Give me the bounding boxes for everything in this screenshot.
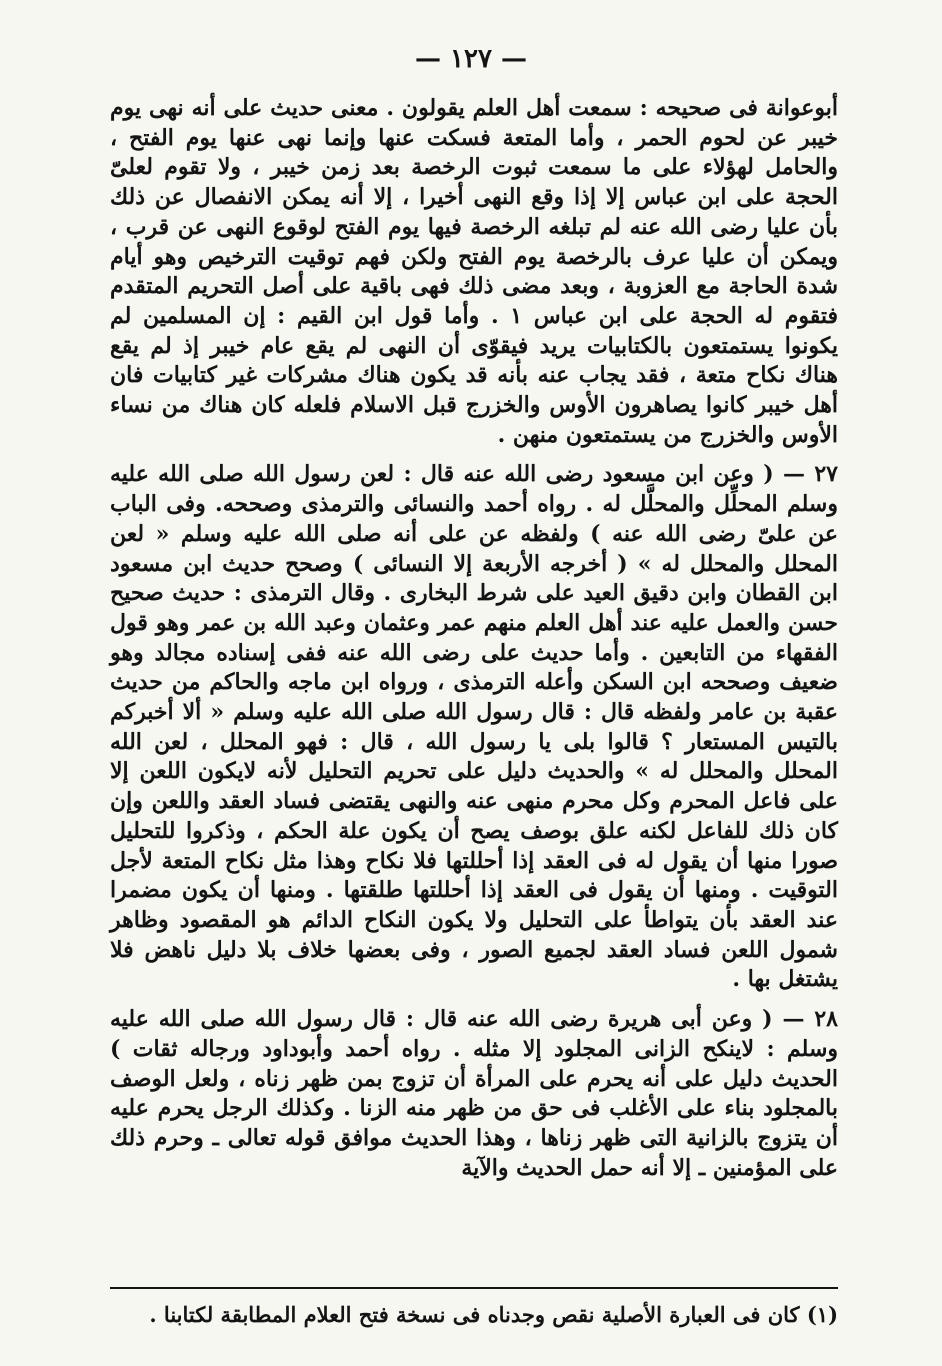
paragraph-1: أبوعوانة فى صحيحه : سمعت أهل العلم يقولون . معنى حديث على أنه نهى يوم خيبر عن لحوم الحمر ، وأما المتعة فسكت عنها وإنما نهى عنها يوم الفتح ، والحامل لهؤلاء على ما سمعت ثبوت الرخصة بعد زمن خيبر ، ولا تقوم لعلىّ الحجة على ابن عباس إلا إذا وقع النهى أخيرا ، إلا أنه يمكن الانفصال عن ذلك بأن عليا رضى الله عنه لم تبلغه الرخصة فيها يوم الفتح لوقوع النهى عن قرب ، ويمكن أن عليا عرف بالرخصة يوم الفتح ولكن فهم توقيت الترخيص وهو أيام شدة الحاجة مع العزوبة ، وبعد مضى ذلك فهى باقية على أصل التحريم المتقدم فتقوم له الحجة على ابن عباس ١ . وأما قول ابن القيم : إن المسلمين لم يكونوا يستمتعون بالكتابيات يريد فيقوّى أن النهى لم يقع عام خيبر إذ لم يقع هناك نكاح متعة ، فقد يجاب عنه بأنه قد يكون هناك مشركات غير كتابيات فان أهل خيبر كانوا يصاهرون الأوس والخزرج قبل الاسلام فلعله كان هناك من نساء الأوس والخزرج من يستمتعون منهن . — [110, 95, 838, 448]
footnote-divider — [110, 1287, 838, 1289]
paragraph-hadith-27: ٢٧ — ( وعن ابن مسعود رضى الله عنه قال : لعن رسول الله صلى الله عليه وسلم المحلِّل والمحلَّل له . رواه أحمد والنسائى والترمذى وصححه. وفى الباب عن علىّ رضى الله عنه ) ولفظه عن على أنه صلى الله عليه وسلم « لعن المحلل والمحلل له » ( أخرجه الأربعة إلا النسائى ) وصحح حديث ابن مسعود ابن القطان وابن دقيق العيد على شرط البخارى . وقال الترمذى : حديث صحيح حسن والعمل عليه عند أهل العلم منهم عمر وعثمان وعبد الله بن عمر وهو قول الفقهاء من التابعين . وأما حديث على رضى الله عنه ففى إسناده مجالد وهو ضعيف وصححه ابن السكن وأعله الترمذى ، ورواه ابن ماجه والحاكم من حديث عقبة بن عامر ولفظه قال : قال رسول الله صلى الله عليه وسلم « ألا أخبركم بالتيس المستعار ؟ قالوا بلى يا رسول الله ، قال : فهو المحلل ، لعن الله المحلل والمحلل له » والحديث دليل على تحريم التحليل لأنه لايكون اللعن إلا على فاعل المحرم وكل محرم منهى عنه والنهى يقتضى فساد العقد واللعن وإن كان ذلك للفاعل لكنه علق بوصف يصح أن يكون علة الحكم ، وذكروا للتحليل صورا منها أن يقول له فى العقد إذا أحللتها فلا نكاح وهذا مثل نكاح المتعة لأجل التوقيت . ومنها أن يقول فى العقد إذا أحللتها طلقتها . ومنها أن يكون مضمرا عند العقد بأن يتواطأ على التحليل ولا يكون النكاح الدائم هو المقصود وظاهر شمول اللعن فساد العقد لجميع الصور ، وفى بعضها خلاف بلا دليل ناهض فلا يشتغل بها . — [110, 461, 838, 993]
footnote: (١) كان فى العبارة الأصلية نقص وجدناه فى نسخة فتح العلام المطابقة لكتابنا . — [149, 1302, 838, 1327]
main-text — [110, 94, 838, 1183]
paragraph-hadith-28: ٢٨ — ( وعن أبى هريرة رضى الله عنه قال : قال رسول الله صلى الله عليه وسلم : لاينكح الزانى المجلود إلا مثله . رواه أحمد وأبوداود ورجاله ثقات ) الحديث دليل على أنه يحرم على المرأة أن تزوج بمن ظهر زناه ، ولعل الوصف بالمجلود بناء على الأغلب فى حق من ظهر منه الزنا . وكذلك الرجل يحرم عليه أن يتزوج بالزانية التى ظهر زناها ، وهذا الحديث موافق قوله تعالى ـ وحرم ذلك على المؤمنين ـ إلا أنه حمل الحديث والآية — [110, 1006, 838, 1181]
page-number: — ١٢٧ — — [414, 44, 528, 74]
